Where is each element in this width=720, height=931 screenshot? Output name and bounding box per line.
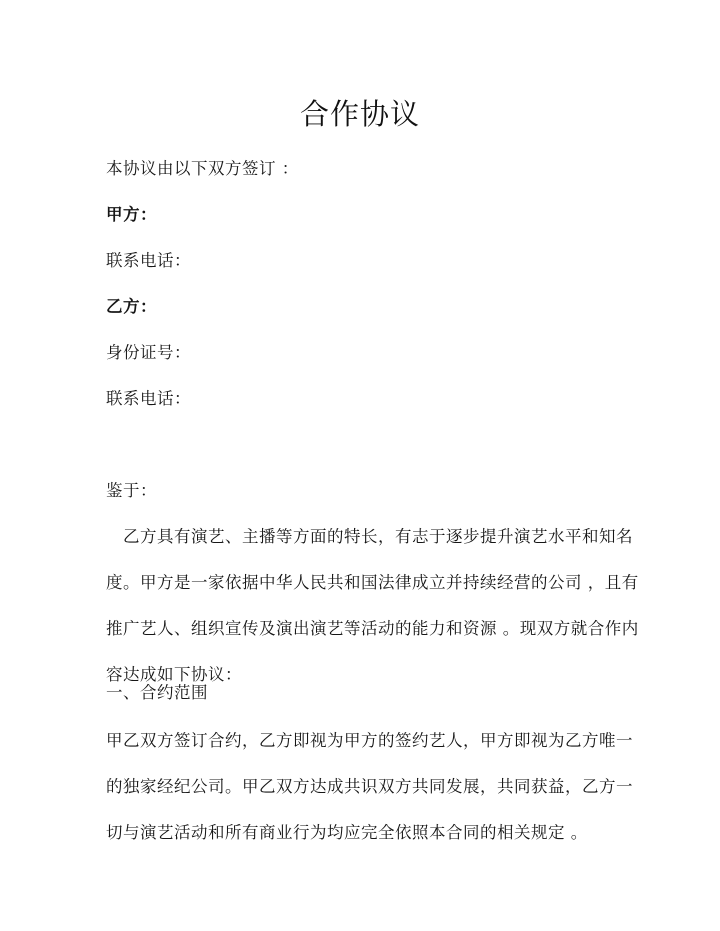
document-title: 合作协议: [299, 97, 420, 131]
whereas-line: 乙方具有演艺、主播等方面的特长，有志于逐步提升演艺水平和知名: [106, 527, 633, 546]
party-a-phone-label: 联系电话：: [106, 251, 191, 270]
section-1-paragraph: [106, 730, 633, 868]
party-b-label: 乙方：: [106, 297, 157, 316]
section-1-line: 切与演艺活动和所有商业行为均应完全依照本合同的相关规定 。: [106, 823, 588, 842]
section-1-heading: 一、合约范围: [106, 683, 208, 702]
intro-text: 本协议由以下双方签订 ：: [106, 159, 299, 178]
section-1-line: 甲乙双方签订合约，乙方即视为甲方的签约艺人，甲方即视为乙方唯一: [106, 731, 633, 750]
section-1-line: 的独家经纪公司。甲乙双方达成共识双方共同发展，共同获益，乙方一: [106, 777, 633, 796]
party-b-id-label: 身份证号：: [106, 343, 191, 362]
party-b-phone-label: 联系电话：: [106, 389, 191, 408]
whereas-line: 推广艺人、组织宣传及演出演艺等活动的能力和资源 。现双方就合作内: [106, 619, 639, 638]
party-a-label: 甲方：: [106, 205, 157, 224]
whereas-label: 鉴于：: [106, 481, 157, 500]
whereas-line: 度。甲方是一家依据中华人民共和国法律成立并持续经营的公司 ，且有: [106, 573, 639, 592]
whereas-line: 容达成如下协议：: [106, 665, 242, 684]
